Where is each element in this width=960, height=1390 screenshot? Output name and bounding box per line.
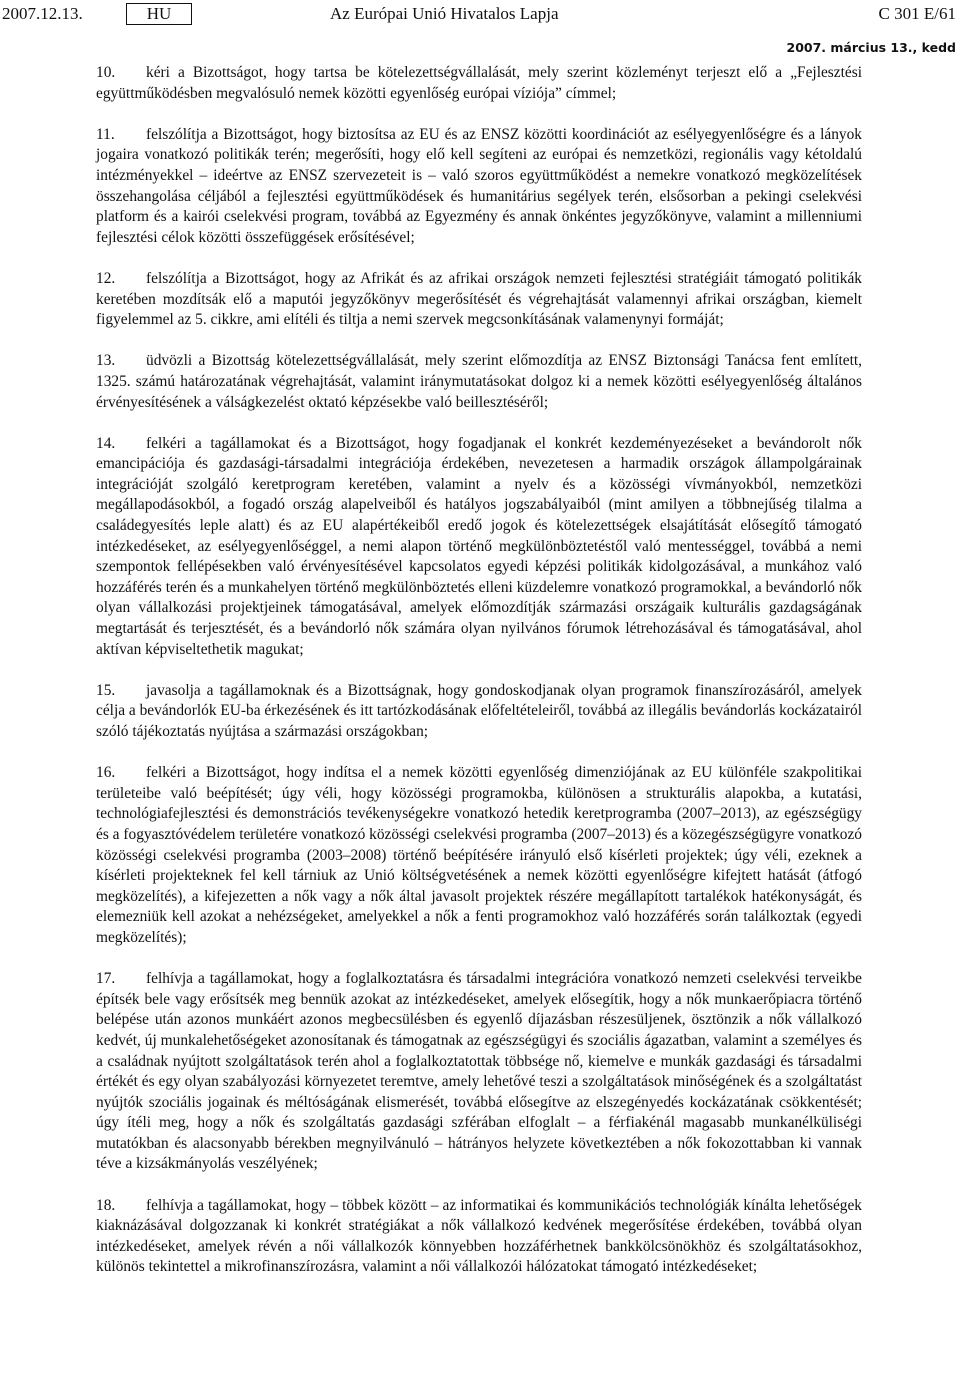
- paragraph-number: 10.: [96, 64, 116, 81]
- paragraph-text: kéri a Bizottságot, hogy tartsa be kötelezettségvállalását, mely szerint közleményt terjeszt elő a „Fejlesztési együttműködésben megvalósuló nemek közötti egyenlőség európai víziója” címmel;: [96, 64, 862, 102]
- page-reference: C 301 E/61: [878, 4, 956, 23]
- paragraph-18: [96, 1196, 862, 1278]
- paragraph-number: 12.: [96, 269, 116, 287]
- language-box: HU: [126, 3, 192, 25]
- paragraph-12: [96, 269, 862, 331]
- paragraph-text: felhívja a tagállamokat, hogy a foglalkoztatásra és társadalmi integrációra vonatkozó nemzeti cselekvési terveikbe építsék bele vagy erősítsék meg bennük azokat az intézkedéseket, amelyek elősegítik, hogy a nők munkaerőpiacra történő belépése után azonos munkáért azonos megbecsülésben és egyenlő díjazásban részesüljenek, ösztönzik a nők vállalkozó kedvét, új munkalehetőségeket azonosítanak és támogatnak az egészségügyi és szociális ágazatban, valamint a személyes és a családnak nyújtott szolgáltatások terén ahol a foglalkoztatottak többsége nő, kiemelve e munkák gazdasági és társadalmi értékét és egy olyan szabályozási környezetet teremtve, amely lehetővé teszi a szolgáltatások minőségének és a szolgáltatást nyújtók szociális jogainak és méltóságának elismerését, továbbá elősegítve az elszegényedés kockázatának csökkentését; úgy ítéli meg, hogy a nők és szolgáltatás gazdasági szférában elfoglalt – a férfiakénál magasabb munkanélküliségi mutatókban és alacsonyabb bérekben megnyilvánuló – hátrányos helyzete következtében a nők fokozottabban ki vannak téve a kizsákmányolás veszélyének;: [96, 970, 862, 1173]
- paragraph-number: 11.: [96, 125, 115, 143]
- paragraph-text: üdvözli a Bizottság kötelezettségvállalását, mely szerint előmozdítja az ENSZ Biztonsági Tanácsa fent említett, 1325. számú határozatának végrehajtását, valamint iránymutatásokat dolgoz ki a nemek közötti esélyegyenlőség általános érvényesítésének a válságkezelést oktató képzésekbe való beillesztéséről;: [96, 352, 862, 411]
- journal-title: Az Európai Unió Hivatalos Lapja: [330, 4, 559, 23]
- paragraph-text: felszólítja a Bizottságot, hogy az Afrikát és az afrikai országok nemzeti fejlesztési stratégiáit támogató politikák keretében mozdítsák elő a maputói jegyzőkönyv megerősítését és végrehajtását valamennyi afrikai országban, kiemelt figyelemmel az 5. cikkre, ami elítéli és tiltja a nemi szervek megcsonkításának valamenynyi formáját;: [96, 269, 862, 329]
- paragraph-text: javasolja a tagállamoknak és a Bizottságnak, hogy gondoskodjanak olyan programok finanszírozásáról, amelyek célja a bevándorlók EU-ba érkezésének és itt tartózkodásának előfeltételeiről, továbbá az illegális bevándorlás kockázatairól szóló tájékoztatás nyújtása a származási országokban;: [96, 681, 862, 740]
- session-date: 2007. március 13., kedd: [786, 40, 956, 55]
- page-header: [0, 0, 960, 28]
- paragraph-11: [96, 125, 862, 249]
- paragraph-number: 17.: [96, 970, 116, 988]
- paragraph-15: [96, 681, 862, 743]
- paragraph-13: [96, 351, 862, 413]
- paragraph-number: 13.: [96, 352, 116, 370]
- paragraph-text: felhívja a tagállamokat, hogy – többek között – az informatikai és kommunikációs technológiák kínálta lehetőségek kiaknázásával dolgozzanak ki konkrét stratégiákat a nők vállalkozó kedvének megerősítése érdekében, továbbá olyan intézkedéseket, amelyek révén a női vállalkozók könnyebben hozzáférhetnek bankkölcsönökhöz és szolgáltatásokhoz, különös tekintettel a mikrofinanszírozásra, valamint a női vállalkozói hálózatokat támogató intézkedéseket;: [96, 1196, 862, 1276]
- paragraph-number: 16.: [96, 764, 116, 782]
- paragraph-text: felkéri a tagállamokat és a Bizottságot, hogy fogadjanak el konkrét kezdeményezéseket a bevándorolt nők emancipációja és gazdasági-társadalmi integrációja érdekében, nevezetesen a harmadik országok állampolgárainak integrációját szolgáló keretprogram keretében, valamint a nyelv és a közösségi vívmányokból, nemzetközi megállapodásokból, a fogadó ország alapelveiből és hatályos jogszabályaiból (mint amilyen a többnejűség tilalma a családegyesítés leple alatt) és az EU alapértékeiből eredő jogok és kötelezettségek elsajátítását elősegítő támogató intézkedéseket, az esélyegyenlőséggel, a nemi alapon történő megkülönböztetéstől való mentességgel, továbbá a nemi szempontok fellépésekben való érvényesítésével kapcsolatos egyedi képzési politikák kidolgozásával, a munkához való hozzáférés terén és a munkahelyen történő megkülönböztetés elleni küzdelemre vonatkozó programokkal, a bevándorló nők olyan vállalkozási projektjeinek támogatásával, amelyek előmozdítják származási országaik kulturális gazdagságának megtartását és terjesztését, és a bevándorló nők számára olyan nyilvános fórumok létrehozásával és támogatásával, ahol aktívan képviseltethetik magukat;: [96, 434, 862, 658]
- paragraph-number: 18.: [96, 1196, 116, 1214]
- header-date: 2007.12.13.: [2, 4, 83, 23]
- paragraph-text: felkéri a Bizottságot, hogy indítsa el a nemek közötti egyenlőség dimenziójának az EU különféle szakpolitikai területeibe való beépítését; úgy véli, hogy közösségi programokba, különösen a strukturális alapokba, a kutatási, technológiafejlesztési és demonstrációs tevékenységekre vonatkozó hetedik keretprogramba (2007–2013), az egészségügy és a fogyasztóvédelem területére vonatkozó közösségi cselekvési programba (2007–2013) és a közegészségügyre vonatkozó közösségi cselekvési programba (2003–2008) történő beépítésére irányuló első kísérleti projektek; úgy véli, ezeknek a kísérleti projekteknek fel kell tárniuk az Unió költségvetésének a nemek közötti egyenlőségre kifejtett hatását (átfogó megközelítés), a kifejezetten a nők vagy a nők által javasolt projektek részére megállapított tartalékok hatékonyságát, és elemezniük kell azokat a nehézségeket, amelyekkel a nők a fenti programokhoz való hozzáférés során találkoztak (egyedi megközelítés);: [96, 764, 862, 946]
- paragraph-number: 15.: [96, 681, 116, 699]
- paragraph-10: [96, 63, 862, 104]
- paragraph-text: felszólítja a Bizottságot, hogy biztosítsa az EU és az ENSZ közötti koordinációt az esélyegyenlőségre és a lányok jogaira vonatkozó politikák terén; megerősíti, hogy elő kell segíteni az európai és nemzetközi, regionális vagy kétoldalú intézményekkel – ideértve az ENSZ szervezeteit is – való szoros együttműködést a nemekre vonatkozó megközelítések összehangolása céljából a fejlesztési együttműködések és humanitárius segélyek terén, elsősorban a pekingi cselekvési platform és a kairói cselekvési program, továbbá az Egyezmény és annak önkéntes jegyzőkönyve, valamint a millenniumi fejlesztési célok közötti összefüggések erősítésével;: [96, 125, 862, 246]
- document-body: [96, 63, 862, 1299]
- paragraph-16: [96, 763, 862, 948]
- paragraph-number: 14.: [96, 434, 116, 452]
- paragraph-14: [96, 434, 862, 661]
- paragraph-17: [96, 969, 862, 1175]
